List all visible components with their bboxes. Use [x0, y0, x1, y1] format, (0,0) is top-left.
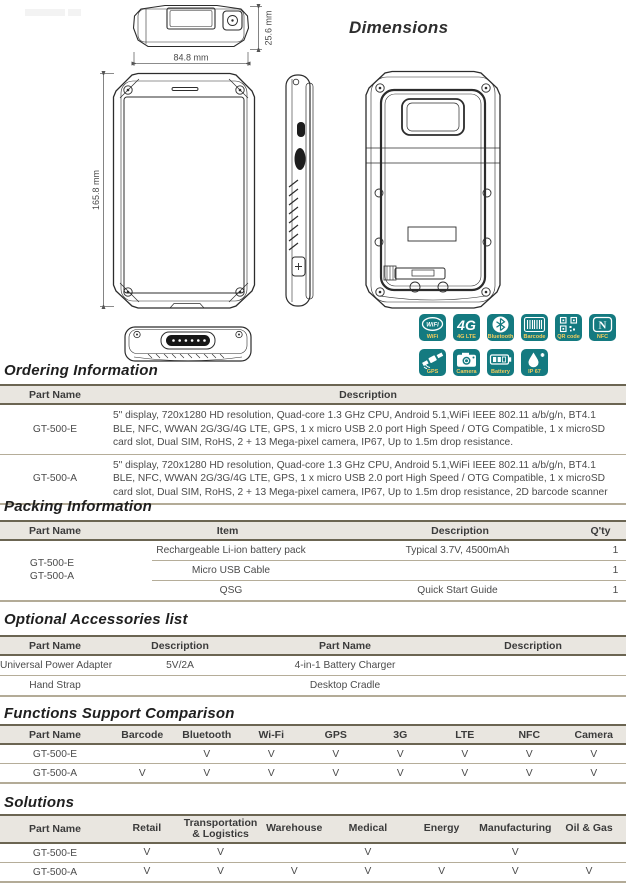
column-header: Q'ty	[590, 524, 611, 537]
accessories-table-header	[0, 635, 626, 656]
feature-label: QR code	[557, 334, 580, 340]
feature-nfc	[589, 314, 616, 341]
table-row	[0, 656, 626, 676]
support-cell: V	[396, 767, 404, 779]
width-label: 84.8 mm	[173, 52, 209, 63]
support-cell: V	[364, 866, 372, 878]
support-cell: V	[143, 866, 151, 878]
feature-4g-lte	[453, 314, 480, 341]
column-header: GPS	[324, 728, 347, 741]
part-name-cell: GT-500-A	[32, 473, 78, 485]
accessories-table	[0, 635, 626, 697]
packing-table-header	[0, 520, 626, 541]
part-name-line: GT-500-A	[29, 570, 75, 582]
part-name-cell: GT-500-E	[32, 847, 78, 859]
feature-ip67	[521, 349, 548, 376]
column-header: Part Name	[29, 524, 81, 537]
solutions-table-header	[0, 814, 626, 844]
column-header: NFC	[518, 728, 541, 741]
column-header: LTE	[455, 728, 475, 741]
column-header: Description	[151, 639, 209, 652]
feature-icons	[419, 314, 626, 384]
table-row	[0, 676, 626, 695]
part-name-cell: GT-500-E	[32, 423, 78, 435]
support-cell: V	[332, 748, 340, 760]
support-cell: V	[364, 847, 372, 859]
packing-items	[152, 541, 626, 600]
column-header: Transportation & Logistics	[183, 816, 258, 840]
battery-icon	[487, 350, 514, 369]
support-cell: V	[438, 866, 445, 878]
feature-barcode	[521, 314, 548, 341]
dimensions-title: Dimensions	[349, 18, 449, 37]
feature-label: IP 67	[528, 369, 541, 375]
ordering-table-header	[0, 384, 626, 405]
part-name-cell	[0, 541, 152, 600]
top-view-drawing	[134, 6, 249, 47]
part-name-cell: Universal Power Adapter	[0, 660, 113, 671]
svg-text:N: N	[598, 319, 607, 332]
packing-heading: Packing Information	[4, 498, 152, 515]
column-header: Description	[339, 388, 397, 401]
support-cell: V	[590, 748, 598, 760]
column-header: Item	[216, 524, 239, 537]
item-cell: QSG	[219, 585, 243, 596]
column-header: Part Name	[29, 388, 81, 401]
table-row	[0, 844, 626, 863]
column-header: Camera	[574, 728, 614, 741]
qty-cell: 1	[612, 585, 619, 596]
description-cell: 5" display, 720x1280 HD resolution, Quad-core 1.3 GHz CPU, Android 5.1,WiFi IEEE 802.11 a/b/g/n, BT4.1 BLE, NFC, WWAN 2G/3G/4G LTE, GPS, 1 x micro USB 2.0 port High Speed / OTG Compatible, 1 x microSD card slot, Dual SIM, RoHS, 2 + 13 Mega-pixel camera, IP67, Up to 1.5m drop resistance, 2D barcode scanner	[113, 459, 608, 498]
support-cell: V	[511, 847, 519, 859]
support-cell: V	[217, 866, 224, 878]
feature-gps	[419, 349, 446, 376]
solutions-heading: Solutions	[4, 794, 75, 811]
column-header: Warehouse	[266, 822, 323, 835]
column-header: Barcode	[121, 728, 164, 741]
column-header: Part Name	[319, 639, 371, 652]
functions-table	[0, 724, 626, 784]
part-name-cell: Desktop Cradle	[309, 680, 381, 691]
back-view-drawing	[366, 72, 500, 309]
svg-text:4G: 4G	[457, 317, 476, 333]
item-cell: Micro USB Cable	[191, 565, 271, 576]
qty-cell: 1	[612, 545, 619, 556]
support-cell: V	[290, 866, 298, 878]
ordering-table	[0, 384, 626, 505]
feature-camera	[453, 349, 480, 376]
functions-table-header	[0, 724, 626, 745]
part-name-line: GT-500-E	[29, 558, 75, 569]
feature-battery	[487, 349, 514, 376]
feature-label: Bluetooth	[487, 334, 514, 340]
support-cell: V	[267, 767, 275, 779]
column-header: Manufacturing	[479, 822, 552, 835]
support-cell: V	[267, 748, 275, 760]
dimension-drawings	[0, 0, 626, 366]
packing-table	[0, 520, 626, 602]
support-cell: V	[143, 847, 151, 859]
table-row	[152, 561, 626, 581]
height-label: 165.8 mm	[90, 169, 101, 211]
column-header: 3G	[393, 728, 408, 741]
description-cell: Typical 3.7V, 4500mAh	[405, 545, 510, 556]
column-header: Description	[504, 639, 562, 652]
support-cell: V	[332, 767, 340, 779]
qr-code-icon	[555, 315, 582, 334]
column-header: Wi-Fi	[258, 728, 285, 741]
feature-icons-row-1	[419, 314, 626, 341]
support-cell: V	[511, 866, 519, 878]
feature-bluetooth	[487, 314, 514, 341]
feature-icons-row-2	[419, 349, 626, 376]
column-header: Bluetooth	[182, 728, 232, 741]
camera-icon	[453, 350, 480, 369]
support-cell: V	[525, 767, 533, 779]
table-row	[0, 405, 626, 455]
feature-label: NFC	[596, 334, 609, 340]
depth-label: 25.6 mm	[263, 10, 274, 46]
part-name-cell: Hand Strap	[29, 680, 81, 691]
side-view-drawing	[286, 75, 313, 306]
feature-label: Camera	[456, 369, 477, 375]
support-cell: V	[203, 748, 211, 760]
support-cell: V	[203, 767, 211, 779]
part-name-cell: GT-500-A	[32, 866, 78, 878]
support-cell: V	[461, 748, 469, 760]
water-drop-icon	[521, 350, 548, 369]
support-cell: V	[585, 866, 593, 878]
support-cell: V	[138, 767, 146, 779]
support-cell: V	[590, 767, 598, 779]
column-header: Oil & Gas	[565, 822, 613, 835]
table-row	[152, 581, 626, 600]
column-header: Description	[431, 524, 489, 537]
barcode-icon	[521, 315, 548, 334]
description-cell: Quick Start Guide	[417, 585, 498, 596]
feature-label: GPS	[426, 369, 439, 375]
column-header: Retail	[132, 822, 162, 835]
table-row	[0, 745, 626, 764]
column-header: Part Name	[29, 823, 81, 835]
feature-label: 4G LTE	[457, 334, 476, 340]
table-row	[0, 455, 626, 504]
bluetooth-icon	[487, 315, 514, 334]
solutions-table	[0, 814, 626, 883]
feature-label: WiFi	[426, 334, 439, 340]
feature-qr-code	[555, 314, 582, 341]
ordering-heading: Ordering Information	[4, 362, 158, 379]
feature-label: Barcode	[523, 334, 546, 340]
column-header: Part Name	[29, 639, 81, 652]
qty-cell: 1	[612, 565, 619, 576]
support-cell: V	[525, 748, 533, 760]
wifi-icon	[419, 315, 446, 334]
feature-label: Battery	[491, 369, 510, 375]
accessories-heading: Optional Accessories list	[4, 611, 188, 628]
nfc-icon	[589, 315, 616, 334]
column-header: Part Name	[29, 728, 81, 741]
front-view-drawing	[114, 74, 255, 309]
part-name-cell: GT-500-E	[32, 748, 78, 760]
functions-heading: Functions Support Comparison	[4, 705, 235, 722]
bottom-view-drawing	[125, 327, 251, 361]
support-cell: V	[461, 767, 469, 779]
column-header: Energy	[423, 822, 460, 835]
part-name-cell: 4-in-1 Battery Charger	[294, 660, 396, 671]
gps-satellite-icon	[419, 350, 446, 369]
table-row	[0, 764, 626, 782]
4g-icon	[453, 315, 480, 334]
support-cell: V	[396, 748, 404, 760]
table-row	[152, 541, 626, 561]
part-name-cell: GT-500-A	[32, 767, 78, 779]
support-cell: V	[217, 847, 224, 859]
table-row	[0, 863, 626, 881]
depth-dimension	[250, 7, 262, 50]
height-dimension	[100, 74, 114, 307]
column-header: Medical	[348, 822, 388, 835]
description-cell: 5" display, 720x1280 HD resolution, Quad-core 1.3 GHz CPU, Android 5.1,WiFi IEEE 802.11 a/b/g/n, BT4.1 BLE, NFC, WWAN 2G/3G/4G LTE, GPS, 1 x micro USB 2.0 port High Speed / OTG Compatible, 1 x microSD card slot, Dual SIM, RoHS, 2 + 13 Mega-pixel camera, IP67, Up to 1.5m drop resistance.	[113, 410, 605, 448]
svg-text:WiFi: WiFi	[426, 322, 439, 329]
packing-table-body	[0, 541, 626, 600]
feature-wifi	[419, 314, 446, 341]
description-cell: 5V/2A	[166, 660, 194, 671]
item-cell: Rechargeable Li-ion battery pack	[156, 545, 306, 556]
